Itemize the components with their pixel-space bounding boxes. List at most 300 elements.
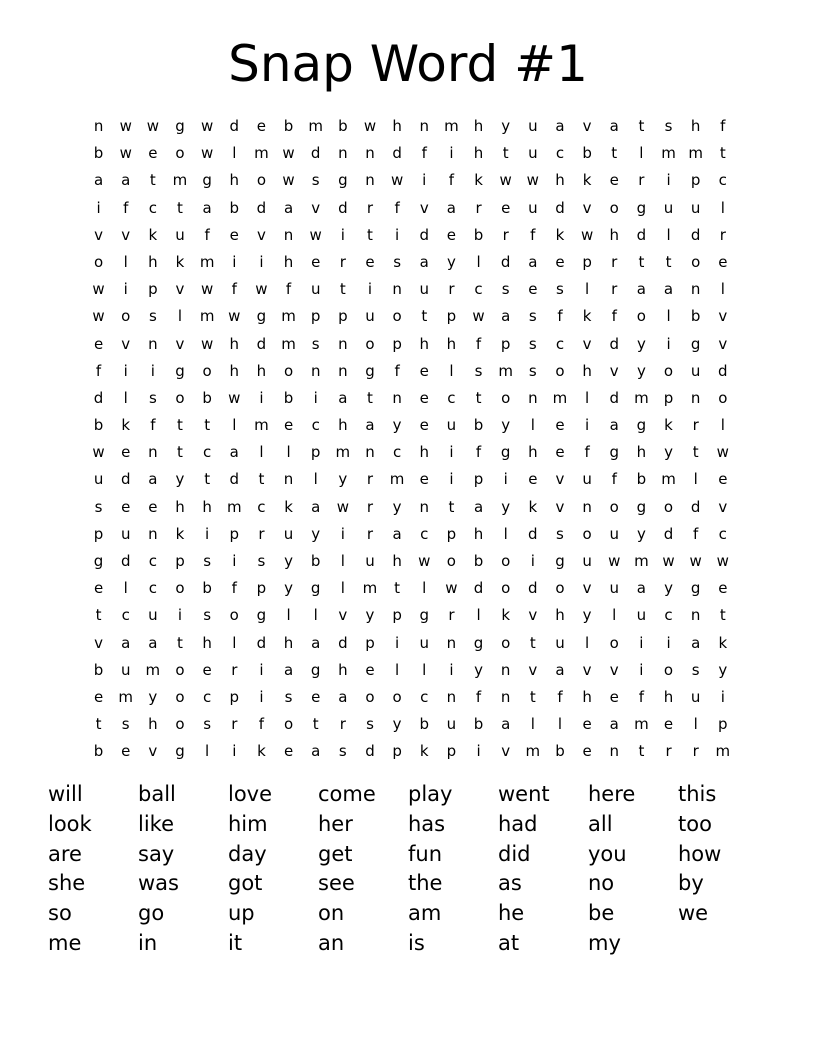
grid-letter: s: [691, 660, 700, 679]
grid-letter: t: [719, 606, 726, 625]
grid-letter: w: [255, 280, 268, 299]
grid-row: [85, 657, 737, 684]
grid-letter: d: [555, 198, 565, 217]
grid-letter: w: [282, 144, 295, 163]
word-list-item: in: [138, 930, 158, 955]
grid-letter: h: [202, 633, 212, 652]
grid-letter: v: [582, 579, 592, 598]
grid-letter: t: [665, 252, 672, 271]
grid-letter: o: [392, 307, 402, 326]
grid-letter: u: [609, 579, 619, 598]
grid-letter: i: [96, 198, 101, 217]
word-list-item: see: [318, 871, 355, 896]
grid-letter: l: [585, 280, 590, 299]
grid-row: [85, 276, 737, 303]
grid-letter: m: [335, 443, 351, 462]
grid-letter: m: [498, 361, 513, 380]
grid-letter: h: [419, 443, 430, 462]
grid-letter: i: [666, 171, 671, 190]
grid-letter: v: [501, 742, 511, 761]
grid-letter: r: [502, 225, 509, 244]
word-list-item: he: [498, 901, 525, 926]
grid-letter: v: [94, 633, 104, 652]
grid-letter: y: [284, 579, 293, 598]
grid-letter: u: [690, 198, 701, 217]
grid-letter: u: [528, 144, 538, 163]
grid-letter: v: [718, 307, 728, 326]
grid-letter: t: [177, 633, 183, 652]
grid-letter: l: [340, 552, 345, 570]
grid-letter: h: [555, 606, 565, 625]
grid-letter: m: [118, 687, 134, 706]
grid-letter: y: [664, 579, 673, 598]
grid-letter: y: [718, 660, 728, 679]
grid-letter: l: [232, 144, 237, 163]
grid-letter: o: [582, 524, 592, 543]
grid-letter: d: [338, 633, 348, 652]
grid-letter: p: [338, 307, 348, 326]
grid-letter: y: [392, 715, 402, 734]
grid-letter: e: [283, 742, 294, 761]
grid-letter: m: [715, 742, 731, 761]
grid-letter: i: [150, 361, 155, 380]
grid-letter: w: [119, 117, 132, 135]
word-list-item: we: [678, 901, 709, 926]
grid-letter: r: [366, 470, 374, 489]
grid-letter: e: [419, 361, 429, 380]
grid-letter: i: [232, 252, 237, 271]
grid-letter: l: [395, 660, 400, 679]
grid-letter: h: [582, 361, 592, 380]
word-list-item: at: [498, 930, 520, 955]
word-list-item: an: [318, 930, 345, 955]
grid-letter: r: [448, 280, 455, 299]
grid-letter: r: [719, 225, 726, 244]
grid-letter: a: [609, 715, 619, 734]
grid-letter: i: [422, 171, 427, 190]
grid-letter: s: [311, 334, 320, 353]
grid-letter: v: [175, 280, 185, 299]
grid-letter: r: [231, 715, 238, 734]
grid-letter: u: [528, 117, 538, 135]
grid-letter: d: [229, 470, 240, 489]
word-list-item: will: [48, 782, 83, 806]
word-list-item: come: [318, 782, 376, 806]
word-list-item: my: [588, 930, 621, 955]
grid-letter: e: [718, 470, 728, 489]
grid-letter: v: [718, 497, 728, 516]
grid-letter: d: [609, 388, 619, 407]
grid-letter: o: [283, 361, 294, 380]
word-list-item: go: [138, 901, 165, 926]
grid-letter: k: [175, 524, 185, 543]
grid-letter: v: [609, 361, 619, 380]
grid-letter: v: [148, 742, 158, 761]
grid-letter: k: [474, 171, 483, 190]
grid-letter: h: [663, 687, 674, 706]
grid-letter: i: [585, 416, 590, 435]
word-list-item: how: [678, 841, 722, 866]
grid-letter: h: [473, 524, 484, 543]
grid-letter: n: [690, 388, 701, 407]
grid-letter: m: [199, 307, 215, 326]
grid-letter: a: [501, 715, 511, 734]
grid-letter: o: [663, 497, 674, 516]
grid-letter: a: [555, 660, 565, 679]
grid-letter: g: [175, 361, 185, 380]
grid-letter: v: [582, 334, 592, 353]
grid-letter: s: [556, 280, 564, 299]
grid-letter: r: [611, 252, 618, 271]
grid-letter: c: [148, 552, 157, 570]
grid-letter: o: [283, 715, 294, 734]
grid-letter: k: [582, 171, 592, 190]
grid-letter: u: [582, 470, 592, 489]
grid-letter: o: [691, 252, 701, 271]
word-search-grid: [85, 113, 737, 766]
word-list-item: it: [228, 930, 243, 955]
grid-letter: g: [690, 334, 701, 353]
grid-letter: l: [313, 606, 318, 625]
grid-letter: d: [256, 633, 267, 652]
grid-letter: s: [121, 715, 130, 734]
grid-letter: w: [445, 579, 458, 598]
grid-letter: i: [340, 524, 345, 543]
grid-row: [85, 575, 737, 602]
grid-letter: a: [365, 416, 375, 435]
grid-letter: e: [555, 252, 565, 271]
grid-row: [85, 195, 737, 222]
grid-letter: o: [93, 252, 104, 271]
grid-letter: l: [476, 606, 481, 625]
grid-row: [85, 249, 737, 276]
grid-letter: t: [394, 579, 401, 598]
grid-letter: f: [95, 361, 102, 380]
grid-letter: o: [501, 633, 511, 652]
grid-letter: f: [204, 225, 210, 244]
grid-letter: l: [720, 416, 725, 435]
grid-letter: e: [555, 416, 565, 435]
grid-letter: n: [148, 334, 158, 353]
grid-letter: f: [231, 280, 237, 299]
grid-row: [85, 602, 737, 629]
grid-letter: o: [609, 198, 619, 217]
grid-letter: l: [123, 252, 128, 271]
grid-letter: c: [121, 606, 130, 625]
grid-letter: o: [501, 579, 511, 598]
grid-letter: f: [530, 225, 536, 244]
grid-letter: l: [232, 633, 237, 652]
grid-letter: w: [526, 171, 539, 190]
grid-letter: f: [557, 687, 563, 706]
grid-letter: e: [419, 470, 429, 489]
word-list-item: was: [138, 871, 179, 896]
grid-letter: t: [638, 742, 645, 761]
word-list-item: went: [498, 782, 550, 806]
grid-letter: c: [664, 606, 673, 625]
grid-letter: r: [366, 524, 374, 543]
grid-letter: r: [611, 280, 618, 299]
grid-letter: e: [121, 443, 131, 462]
grid-letter: i: [449, 470, 454, 489]
grid-letter: c: [420, 524, 429, 543]
grid-letter: y: [392, 497, 402, 516]
grid-letter: o: [446, 552, 456, 570]
grid-letter: i: [367, 280, 373, 299]
grid-letter: v: [338, 606, 348, 625]
grid-letter: m: [199, 252, 215, 271]
grid-letter: l: [422, 579, 427, 598]
grid-letter: v: [528, 660, 538, 679]
grid-letter: h: [229, 171, 240, 190]
grid-letter: d: [690, 225, 701, 244]
grid-letter: i: [530, 552, 535, 570]
grid-letter: u: [446, 715, 457, 734]
grid-letter: s: [257, 552, 266, 570]
grid-letter: p: [93, 524, 104, 543]
grid-letter: n: [446, 687, 457, 706]
grid-letter: o: [609, 633, 619, 652]
grid-letter: v: [718, 334, 728, 353]
grid-letter: a: [446, 198, 456, 217]
word-list-item: get: [318, 841, 353, 866]
grid-letter: n: [148, 524, 158, 543]
word-list-item: him: [228, 811, 268, 836]
grid-letter: p: [446, 524, 457, 543]
grid-letter: b: [283, 117, 294, 135]
grid-letter: y: [501, 416, 511, 435]
grid-letter: k: [528, 497, 538, 516]
grid-letter: b: [93, 660, 104, 679]
grid-letter: i: [449, 443, 454, 462]
grid-row: [85, 412, 737, 439]
grid-letter: i: [666, 633, 671, 652]
grid-letter: o: [175, 660, 185, 679]
grid-letter: t: [177, 416, 183, 435]
grid-letter: b: [690, 307, 701, 326]
grid-letter: m: [281, 334, 296, 353]
grid-letter: l: [720, 280, 725, 299]
grid-letter: c: [555, 334, 565, 353]
grid-letter: v: [311, 198, 321, 217]
grid-letter: k: [501, 606, 511, 625]
grid-row: [85, 167, 737, 194]
grid-letter: w: [390, 171, 404, 190]
grid-letter: n: [310, 361, 321, 380]
grid-letter: f: [720, 117, 726, 135]
grid-letter: d: [690, 497, 701, 516]
grid-letter: w: [92, 443, 105, 462]
grid-letter: w: [200, 280, 214, 299]
grid-letter: y: [664, 443, 673, 462]
grid-letter: e: [121, 497, 131, 516]
grid-row: [85, 140, 737, 167]
grid-letter: b: [473, 225, 484, 244]
grid-letter: t: [204, 416, 211, 435]
grid-letter: e: [609, 171, 619, 190]
grid-letter: v: [528, 606, 538, 625]
grid-letter: e: [582, 742, 592, 761]
grid-letter: l: [449, 361, 454, 380]
grid-letter: d: [419, 225, 430, 244]
grid-letter: l: [177, 307, 183, 326]
grid-row: [85, 358, 737, 385]
grid-letter: e: [256, 117, 267, 135]
grid-letter: d: [636, 225, 647, 244]
word-list-item: has: [408, 811, 446, 836]
grid-letter: u: [120, 660, 131, 679]
grid-letter: s: [203, 715, 212, 734]
grid-letter: d: [663, 524, 674, 543]
word-list-item: are: [48, 841, 82, 866]
grid-letter: y: [636, 361, 646, 380]
grid-letter: m: [362, 579, 378, 598]
grid-letter: l: [259, 443, 264, 462]
grid-letter: p: [365, 633, 375, 652]
grid-letter: m: [145, 660, 161, 679]
grid-letter: f: [611, 307, 617, 326]
grid-letter: l: [585, 633, 590, 652]
grid-letter: b: [93, 742, 104, 761]
grid-letter: s: [203, 552, 212, 570]
grid-letter: k: [175, 252, 185, 271]
grid-letter: i: [639, 633, 644, 652]
grid-letter: o: [229, 606, 239, 625]
grid-letter: v: [555, 497, 565, 516]
grid-letter: a: [283, 198, 294, 217]
grid-letter: a: [93, 171, 104, 190]
grid-letter: d: [500, 252, 511, 271]
grid-letter: e: [365, 660, 375, 679]
grid-letter: l: [503, 524, 508, 543]
grid-letter: d: [310, 144, 321, 163]
grid-letter: b: [310, 552, 321, 570]
grid-letter: t: [258, 470, 265, 489]
grid-letter: w: [309, 225, 322, 244]
grid-letter: t: [367, 388, 373, 407]
grid-letter: p: [582, 252, 592, 271]
grid-letter: p: [310, 307, 321, 326]
grid-letter: h: [229, 334, 240, 353]
grid-letter: p: [310, 443, 321, 462]
word-list-item: this: [678, 782, 717, 806]
grid-row: [85, 113, 737, 140]
grid-letter: i: [123, 280, 128, 299]
grid-letter: m: [389, 470, 405, 489]
grid-letter: g: [690, 579, 701, 598]
grid-letter: g: [202, 171, 212, 190]
grid-letter: i: [232, 552, 237, 570]
grid-letter: d: [120, 470, 131, 489]
grid-letter: h: [338, 660, 348, 679]
grid-letter: f: [475, 687, 482, 706]
grid-letter: s: [94, 497, 103, 516]
grid-letter: f: [475, 334, 482, 353]
grid-letter: h: [690, 117, 701, 135]
grid-letter: k: [582, 307, 592, 326]
grid-letter: i: [259, 660, 264, 679]
grid-letter: k: [419, 742, 429, 761]
grid-letter: a: [609, 117, 619, 135]
grid-letter: o: [501, 388, 511, 407]
grid-letter: m: [308, 117, 323, 135]
grid-letter: u: [528, 198, 538, 217]
grid-letter: b: [202, 579, 212, 598]
grid-letter: f: [258, 715, 265, 734]
grid-letter: h: [555, 171, 565, 190]
grid-letter: n: [338, 144, 348, 163]
grid-letter: u: [283, 524, 294, 543]
grid-letter: y: [636, 524, 646, 543]
grid-letter: t: [177, 443, 183, 462]
grid-letter: a: [528, 252, 538, 271]
grid-letter: i: [503, 470, 508, 489]
grid-letter: e: [365, 252, 375, 271]
grid-letter: g: [636, 198, 647, 217]
grid-letter: u: [636, 606, 647, 625]
grid-letter: l: [666, 307, 671, 326]
grid-letter: w: [200, 144, 214, 163]
grid-letter: u: [419, 633, 430, 652]
grid-letter: t: [448, 497, 455, 516]
grid-letter: c: [203, 443, 212, 462]
grid-letter: t: [312, 715, 319, 734]
grid-letter: r: [366, 198, 374, 217]
grid-letter: g: [500, 443, 511, 462]
grid-letter: l: [666, 225, 671, 244]
grid-letter: b: [473, 416, 484, 435]
grid-letter: c: [420, 687, 429, 706]
grid-letter: i: [313, 388, 318, 407]
grid-letter: y: [636, 334, 646, 353]
word-list-item: be: [588, 901, 615, 926]
grid-letter: a: [311, 633, 321, 652]
grid-letter: m: [688, 144, 703, 163]
grid-letter: w: [228, 388, 241, 407]
grid-letter: e: [121, 742, 131, 761]
grid-letter: a: [311, 497, 321, 516]
grid-letter: g: [175, 117, 185, 135]
grid-letter: s: [148, 307, 157, 326]
grid-letter: u: [365, 307, 375, 326]
grid-letter: m: [281, 307, 296, 326]
grid-letter: v: [94, 225, 104, 244]
grid-letter: n: [419, 117, 430, 135]
grid-letter: r: [339, 252, 346, 271]
grid-letter: d: [338, 198, 348, 217]
grid-letter: i: [449, 144, 454, 163]
grid-letter: y: [175, 470, 185, 489]
grid-letter: s: [528, 307, 537, 326]
grid-letter: b: [582, 144, 592, 163]
grid-letter: w: [418, 552, 431, 570]
grid-letter: e: [501, 198, 511, 217]
grid-letter: e: [609, 687, 619, 706]
grid-letter: t: [719, 144, 726, 163]
grid-letter: u: [365, 552, 375, 570]
grid-letter: c: [392, 443, 402, 462]
word-list-item: here: [588, 782, 636, 806]
grid-letter: w: [716, 443, 729, 462]
grid-letter: l: [232, 416, 237, 435]
grid-letter: m: [552, 388, 568, 407]
grid-letter: e: [718, 252, 728, 271]
grid-letter: u: [555, 633, 565, 652]
grid-letter: s: [311, 171, 320, 190]
grid-letter: f: [557, 307, 563, 326]
grid-letter: h: [202, 497, 212, 516]
grid-letter: d: [609, 334, 619, 353]
